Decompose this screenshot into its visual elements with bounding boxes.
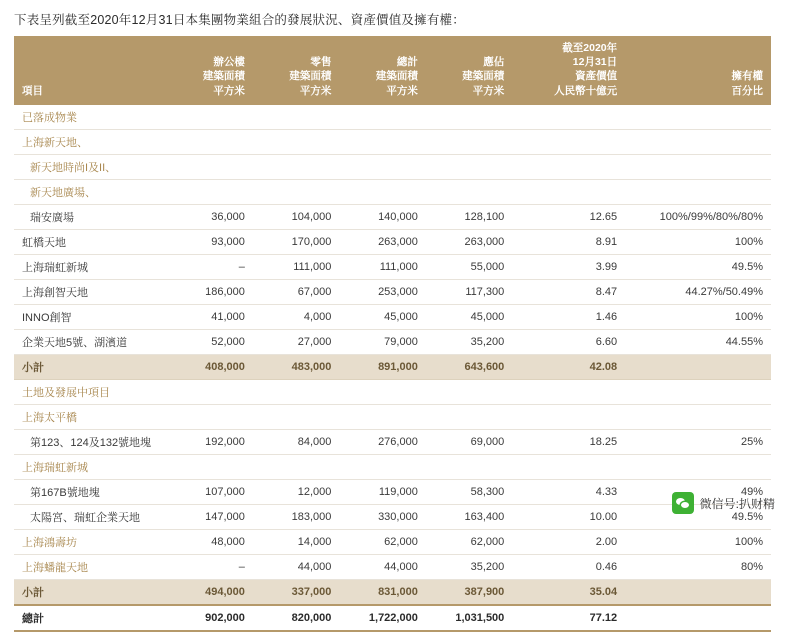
cell-value: [426, 154, 512, 179]
cell-value: 36,000: [166, 204, 252, 229]
cell-value: 483,000: [253, 354, 339, 379]
table-row: [14, 605, 771, 631]
cell-value: 1.46: [512, 304, 625, 329]
cell-value: 820,000: [253, 605, 339, 631]
cell-value: 8.47: [512, 279, 625, 304]
cell-value: [512, 105, 625, 130]
cell-value: [512, 129, 625, 154]
cell-value: 42.08: [512, 354, 625, 379]
watermark-prefix: 微信号:: [699, 496, 739, 511]
cell-value: 902,000: [166, 605, 252, 631]
cell-value: [625, 379, 771, 404]
cell-value: 0.46: [512, 554, 625, 579]
table-body: [14, 105, 771, 631]
cell-value: 253,000: [339, 279, 425, 304]
row-label: 總計: [14, 605, 166, 631]
cell-value: 41,000: [166, 304, 252, 329]
cell-value: 107,000: [166, 479, 252, 504]
cell-value: 44.27%/50.49%: [625, 279, 771, 304]
row-label: 上海創智天地: [14, 279, 166, 304]
cell-value: 170,000: [253, 229, 339, 254]
cell-value: [166, 154, 252, 179]
cell-value: 10.00: [512, 504, 625, 529]
cell-value: 44.55%: [625, 329, 771, 354]
cell-value: 119,000: [339, 479, 425, 504]
table-row: [14, 329, 771, 354]
cell-value: [339, 454, 425, 479]
cell-value: 69,000: [426, 429, 512, 454]
cell-value: [426, 129, 512, 154]
cell-value: 100%/99%/80%/80%: [625, 204, 771, 229]
cell-value: [625, 454, 771, 479]
row-label: 太陽宮、瑞虹企業天地: [14, 504, 166, 529]
table-header: [14, 36, 771, 105]
column-header-0: 項目: [14, 36, 166, 105]
cell-value: 12,000: [253, 479, 339, 504]
cell-value: 117,300: [426, 279, 512, 304]
cell-value: 44,000: [253, 554, 339, 579]
row-label: 上海鴻壽坊: [14, 529, 166, 554]
cell-value: 4.33: [512, 479, 625, 504]
cell-value: 55,000: [426, 254, 512, 279]
cell-value: [512, 454, 625, 479]
cell-value: 35.04: [512, 579, 625, 605]
cell-value: –: [166, 254, 252, 279]
cell-value: 163,400: [426, 504, 512, 529]
cell-value: 14,000: [253, 529, 339, 554]
cell-value: 12.65: [512, 204, 625, 229]
table-row: [14, 204, 771, 229]
cell-value: [625, 129, 771, 154]
cell-value: 44,000: [339, 554, 425, 579]
cell-value: 3.99: [512, 254, 625, 279]
cell-value: 263,000: [339, 229, 425, 254]
cell-value: [339, 404, 425, 429]
cell-value: 192,000: [166, 429, 252, 454]
cell-value: 1,722,000: [339, 605, 425, 631]
row-label: 第167B號地塊: [14, 479, 166, 504]
table-row: [14, 154, 771, 179]
cell-value: [253, 179, 339, 204]
row-label: 已落成物業: [14, 105, 166, 130]
cell-value: –: [166, 554, 252, 579]
cell-value: [512, 179, 625, 204]
table-row: [14, 129, 771, 154]
column-header-2: 零售 建築面積 平方米: [253, 36, 339, 105]
cell-value: 337,000: [253, 579, 339, 605]
property-portfolio-table: [14, 36, 771, 632]
cell-value: 111,000: [253, 254, 339, 279]
row-label: 上海太平橋: [14, 404, 166, 429]
cell-value: 276,000: [339, 429, 425, 454]
cell-value: [166, 404, 252, 429]
cell-value: 49.5%: [625, 254, 771, 279]
cell-value: [253, 105, 339, 130]
cell-value: [625, 179, 771, 204]
row-label: 新天地廣場、: [14, 179, 166, 204]
cell-value: [625, 354, 771, 379]
cell-value: [512, 404, 625, 429]
cell-value: 100%: [625, 229, 771, 254]
table-row: [14, 554, 771, 579]
row-label: 小計: [14, 354, 166, 379]
cell-value: 128,100: [426, 204, 512, 229]
cell-value: [625, 105, 771, 130]
cell-value: [426, 454, 512, 479]
intro-paragraph: 下表呈列截至2020年12月31日本集團物業組合的發展狀況、資產價值及擁有權：: [14, 13, 465, 27]
cell-value: [166, 129, 252, 154]
cell-value: [339, 179, 425, 204]
cell-value: 111,000: [339, 254, 425, 279]
cell-value: 4,000: [253, 304, 339, 329]
cell-value: [512, 154, 625, 179]
cell-value: 263,000: [426, 229, 512, 254]
table-row: [14, 229, 771, 254]
watermark: [672, 492, 775, 514]
table-row: [14, 279, 771, 304]
table-row: [14, 354, 771, 379]
cell-value: 35,200: [426, 329, 512, 354]
row-label: 新天地時尚I及II、: [14, 154, 166, 179]
table-row: [14, 304, 771, 329]
table-row: [14, 254, 771, 279]
table-row: [14, 429, 771, 454]
row-label: 上海瑞虹新城: [14, 454, 166, 479]
cell-value: 77.12: [512, 605, 625, 631]
row-label: 上海瑞虹新城: [14, 254, 166, 279]
table-row: [14, 529, 771, 554]
table-row: [14, 179, 771, 204]
cell-value: 62,000: [426, 529, 512, 554]
cell-value: 2.00: [512, 529, 625, 554]
cell-value: 147,000: [166, 504, 252, 529]
cell-value: [166, 379, 252, 404]
cell-value: [625, 579, 771, 605]
table-row: [14, 105, 771, 130]
row-label: 土地及發展中項目: [14, 379, 166, 404]
table-row: [14, 579, 771, 605]
cell-value: 100%: [625, 529, 771, 554]
cell-value: 18.25: [512, 429, 625, 454]
table-row: [14, 379, 771, 404]
cell-value: [625, 154, 771, 179]
cell-value: 891,000: [339, 354, 425, 379]
cell-value: 48,000: [166, 529, 252, 554]
cell-value: [253, 379, 339, 404]
row-label: 虹橋天地: [14, 229, 166, 254]
cell-value: 100%: [625, 304, 771, 329]
cell-value: 183,000: [253, 504, 339, 529]
cell-value: [625, 605, 771, 631]
cell-value: [253, 154, 339, 179]
cell-value: [426, 179, 512, 204]
cell-value: [339, 105, 425, 130]
column-header-4: 應佔 建築面積 平方米: [426, 36, 512, 105]
table-header-row: [14, 36, 771, 105]
row-label: 小計: [14, 579, 166, 605]
row-label: 企業天地5號、湖濱道: [14, 329, 166, 354]
table-row: [14, 504, 771, 529]
cell-value: 58,300: [426, 479, 512, 504]
row-label: 瑞安廣場: [14, 204, 166, 229]
cell-value: 93,000: [166, 229, 252, 254]
cell-value: 27,000: [253, 329, 339, 354]
cell-value: 408,000: [166, 354, 252, 379]
cell-value: 52,000: [166, 329, 252, 354]
column-header-6: 擁有權 百分比: [625, 36, 771, 105]
cell-value: 62,000: [339, 529, 425, 554]
cell-value: 25%: [625, 429, 771, 454]
cell-value: 35,200: [426, 554, 512, 579]
cell-value: [166, 179, 252, 204]
cell-value: [253, 404, 339, 429]
cell-value: 186,000: [166, 279, 252, 304]
cell-value: 643,600: [426, 354, 512, 379]
column-header-1: 辦公樓 建築面積 平方米: [166, 36, 252, 105]
cell-value: [166, 454, 252, 479]
cell-value: [426, 379, 512, 404]
table-row: [14, 479, 771, 504]
cell-value: [512, 379, 625, 404]
column-header-3: 總計 建築面積 平方米: [339, 36, 425, 105]
cell-value: [426, 105, 512, 130]
cell-value: 330,000: [339, 504, 425, 529]
cell-value: 1,031,500: [426, 605, 512, 631]
cell-value: 494,000: [166, 579, 252, 605]
watermark-text: 扒财精: [738, 496, 775, 511]
cell-value: [339, 129, 425, 154]
row-label: 上海新天地、: [14, 129, 166, 154]
table-row: [14, 454, 771, 479]
row-label: 上海蟠龍天地: [14, 554, 166, 579]
cell-value: 140,000: [339, 204, 425, 229]
cell-value: [253, 454, 339, 479]
cell-value: 45,000: [426, 304, 512, 329]
cell-value: [253, 129, 339, 154]
wechat-icon: [672, 492, 694, 514]
cell-value: 84,000: [253, 429, 339, 454]
cell-value: 49%: [625, 479, 771, 504]
column-header-5: 截至2020年 12月31日 資產價值 人民幣十億元: [512, 36, 625, 105]
cell-value: 104,000: [253, 204, 339, 229]
cell-value: 79,000: [339, 329, 425, 354]
cell-value: [339, 379, 425, 404]
cell-value: 67,000: [253, 279, 339, 304]
cell-value: [166, 105, 252, 130]
cell-value: 6.60: [512, 329, 625, 354]
cell-value: 8.91: [512, 229, 625, 254]
row-label: INNO創智: [14, 304, 166, 329]
cell-value: [339, 154, 425, 179]
cell-value: [625, 404, 771, 429]
cell-value: 831,000: [339, 579, 425, 605]
row-label: 第123、124及132號地塊: [14, 429, 166, 454]
cell-value: 45,000: [339, 304, 425, 329]
cell-value: 387,900: [426, 579, 512, 605]
cell-value: 80%: [625, 554, 771, 579]
table-row: [14, 404, 771, 429]
cell-value: 49.5%: [625, 504, 771, 529]
cell-value: [426, 404, 512, 429]
